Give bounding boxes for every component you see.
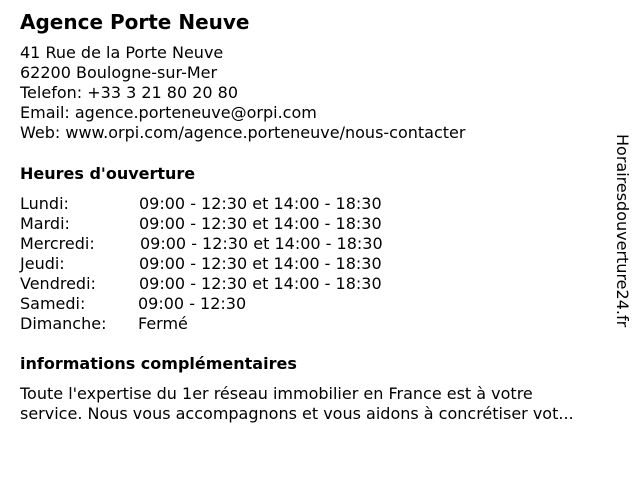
watermark-text: Horairesdouverture24.fr [613, 134, 632, 328]
day-hours: 09:00 - 12:30 [138, 294, 247, 313]
day-hours: 09:00 - 12:30 et 14:00 - 18:30 [140, 234, 383, 253]
address-city: 62200 Boulogne-sur-Mer [20, 63, 218, 82]
contact-block [20, 43, 465, 143]
day-hours: 09:00 - 12:30 et 14:00 - 18:30 [139, 274, 382, 293]
day-hours: Fermé [138, 314, 188, 333]
website-url: Web: www.orpi.com/agence.porteneuve/nous-contacter [20, 123, 466, 142]
opening-hours-heading: Heures d'ouverture [20, 164, 196, 183]
info-line: service. Nous vous accompagnons et vous aidons à concrétiser vot... [20, 404, 574, 423]
day-label: Lundi: [20, 194, 69, 213]
day-hours: 09:00 - 12:30 et 14:00 - 18:30 [139, 254, 382, 273]
day-label: Mardi: [20, 214, 70, 233]
day-hours: 09:00 - 12:30 et 14:00 - 18:30 [139, 214, 382, 233]
agency-name: Agence Porte Neuve [20, 10, 250, 34]
additional-info-heading: informations complémentaires [20, 354, 297, 373]
additional-info-text [20, 384, 624, 424]
day-label: Jeudi: [20, 254, 65, 273]
email-address: Email: agence.porteneuve@orpi.com [20, 103, 317, 122]
day-label: Mercredi: [20, 234, 95, 253]
day-hours: 09:00 - 12:30 et 14:00 - 18:30 [139, 194, 382, 213]
day-label: Vendredi: [20, 274, 96, 293]
info-line: Toute l'expertise du 1er réseau immobilier en France est à votre [20, 384, 533, 403]
day-label: Dimanche: [20, 314, 107, 333]
phone-number: Telefon: +33 3 21 80 20 80 [20, 83, 239, 102]
address-street: 41 Rue de la Porte Neuve [20, 43, 224, 62]
day-label: Samedi: [20, 294, 86, 313]
